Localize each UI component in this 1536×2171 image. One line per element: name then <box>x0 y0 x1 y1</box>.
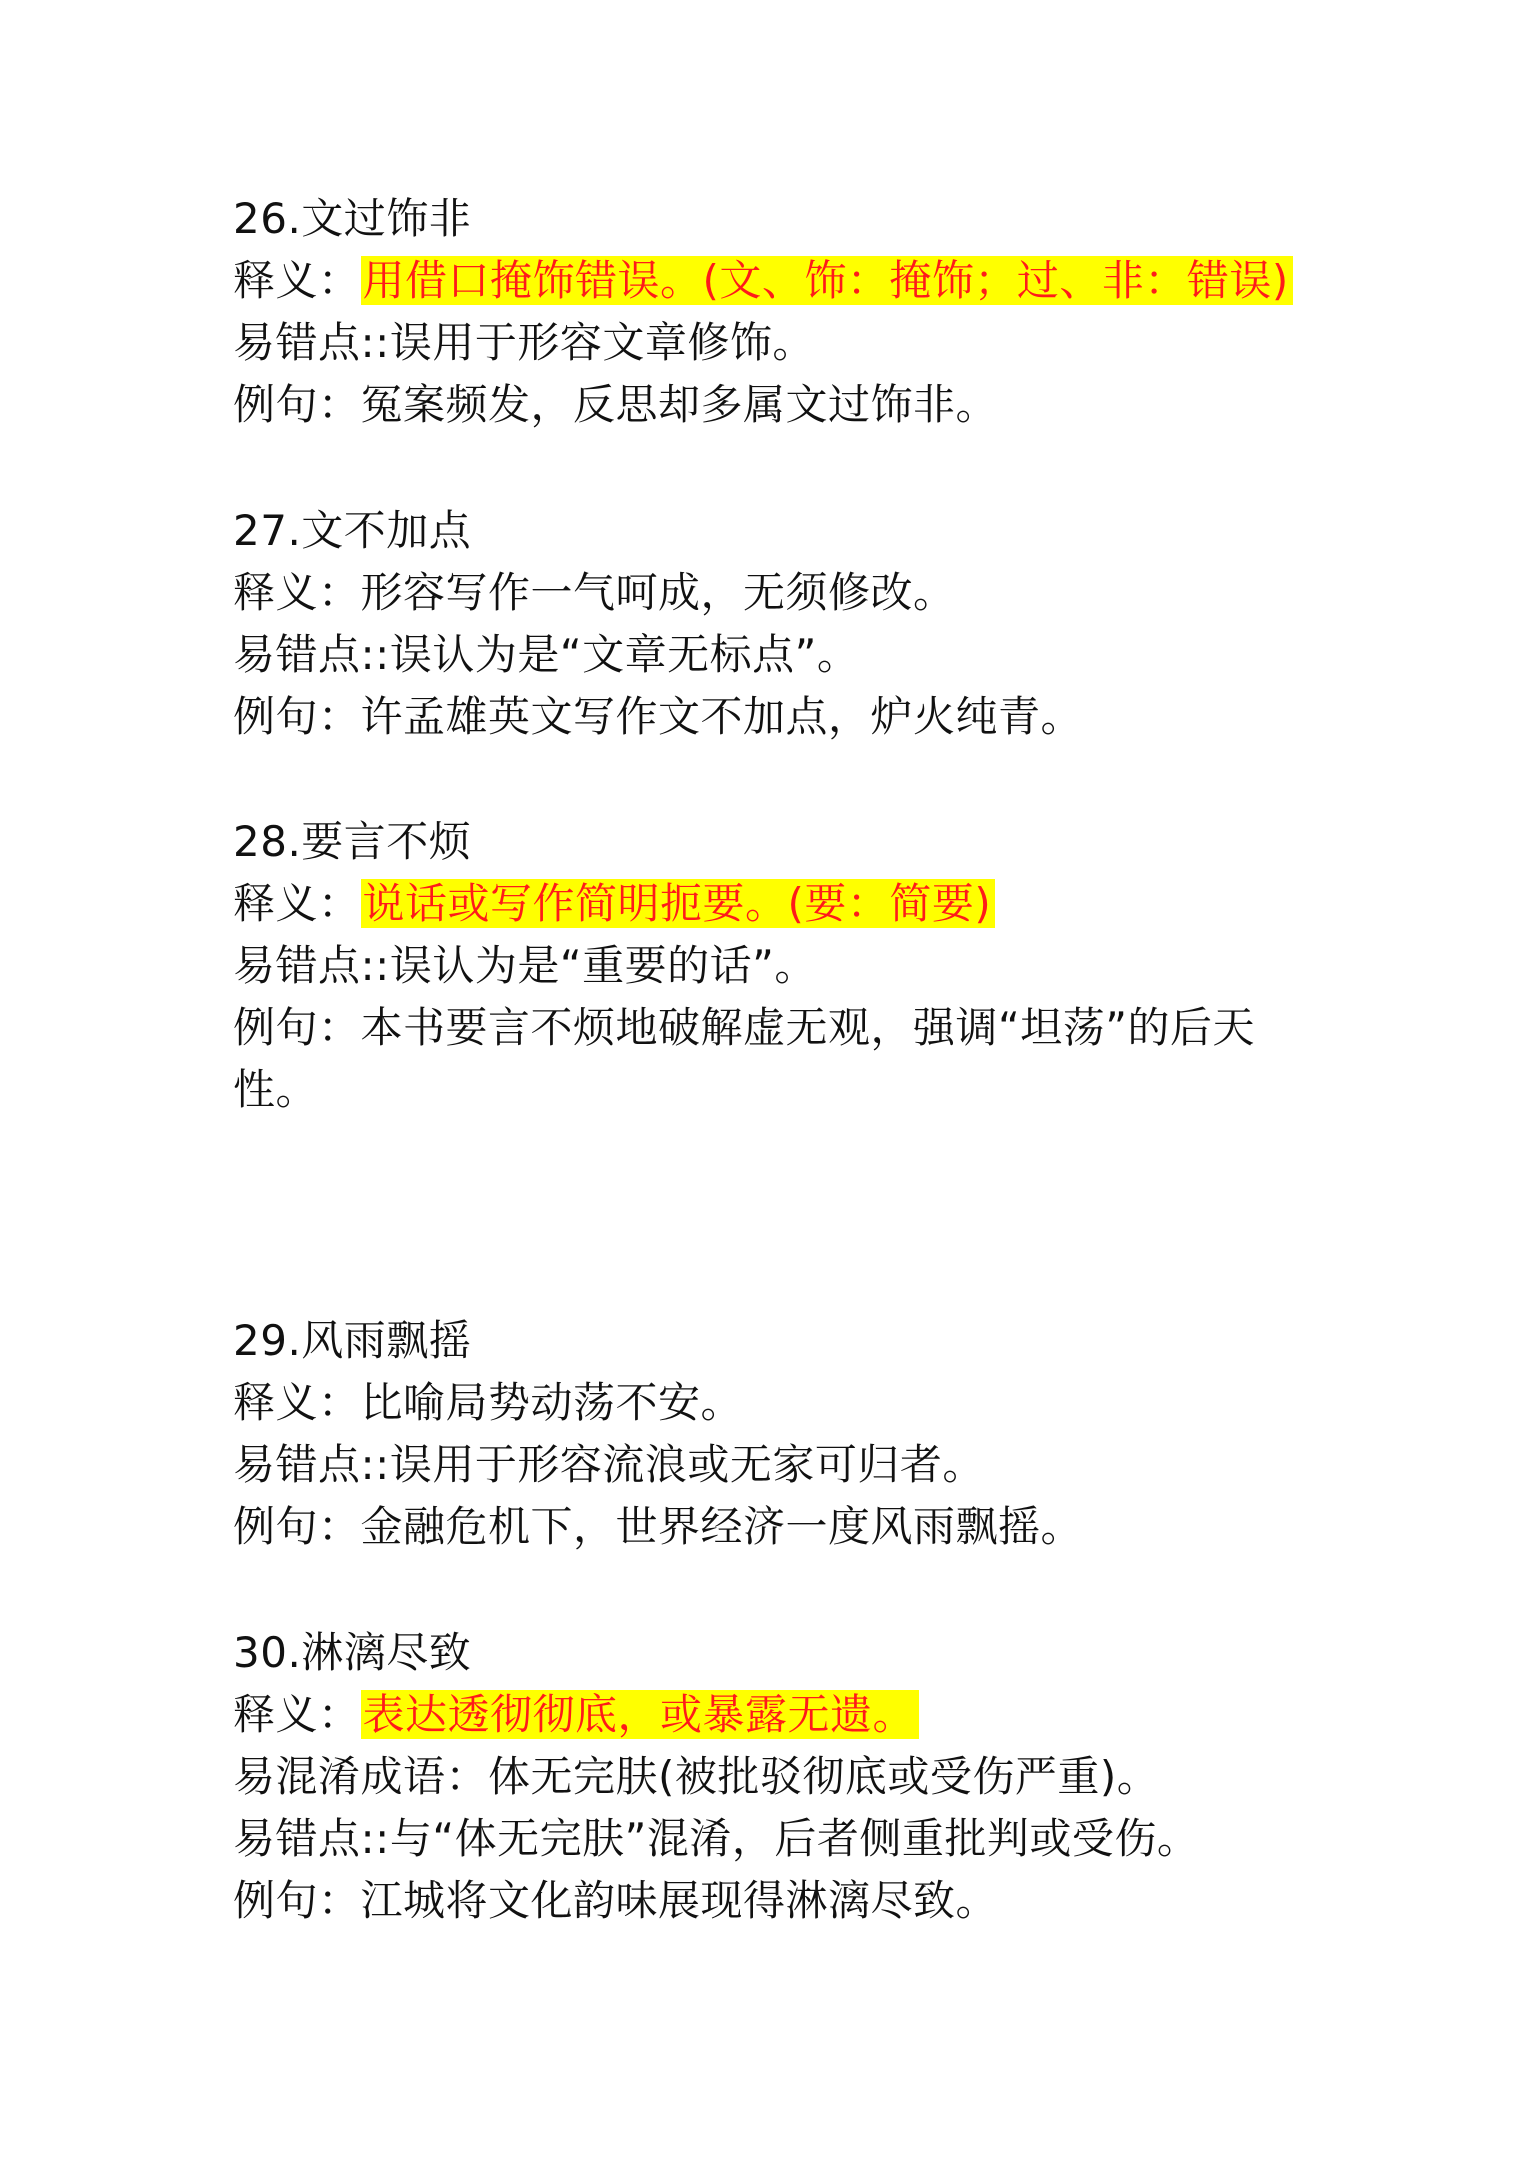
meaning-text-highlighted: 表达透彻彻底，或暴露无遗。 <box>361 1690 920 1739</box>
error-line <box>233 1434 1393 1496</box>
meaning-line <box>233 1684 1393 1746</box>
idiom-entry-28 <box>233 811 1393 1121</box>
meaning-label: 释义： <box>233 256 361 305</box>
idiom-entry-26 <box>233 188 1393 436</box>
meaning-text-highlighted: 说话或写作简明扼要。(要：简要) <box>361 879 996 928</box>
idiom-entry-30 <box>233 1622 1393 1932</box>
meaning-line <box>233 1372 1393 1434</box>
error-line <box>233 312 1393 374</box>
example-text: 许孟雄英文写作文不加点，炉火纯青。 <box>360 692 1084 741</box>
example-label: 例句： <box>233 1502 361 1551</box>
example-line <box>233 686 1393 748</box>
meaning-line <box>233 562 1393 624</box>
meaning-label: 释义： <box>233 879 361 928</box>
meaning-text-highlighted: 用借口掩饰错误。(文、饰：掩饰；过、非：错误) <box>361 256 1293 305</box>
example-label: 例句： <box>233 1003 361 1052</box>
idiom-title: 29.风雨飘摇 <box>233 1316 472 1365</box>
error-line <box>233 624 1393 686</box>
confuse-line <box>233 1746 1393 1808</box>
example-text: 金融危机下，世界经济一度风雨飘摇。 <box>360 1502 1084 1551</box>
example-label: 例句： <box>233 692 361 741</box>
idiom-title: 30.淋漓尽致 <box>233 1628 472 1677</box>
example-text: 冤案频发，反思却多属文过饰非。 <box>360 380 999 429</box>
error-text: 与“体无完肤”混淆，后者侧重批判或受伤。 <box>389 1814 1200 1863</box>
example-line <box>233 1870 1393 1932</box>
example-text: 本书要言不烦地破解虚无观，强调“坦荡”的后天性。 <box>233 1003 1256 1114</box>
error-label: 易错点:: <box>233 941 390 990</box>
confuse-text: 体无完肤(被批驳彻底或受伤严重)。 <box>488 1752 1160 1801</box>
idiom-title: 27.文不加点 <box>233 506 472 555</box>
meaning-text: 形容写作一气呵成，无须修改。 <box>360 568 956 617</box>
idiom-entry-27 <box>233 500 1393 748</box>
error-label: 易错点:: <box>233 1814 390 1863</box>
idiom-entry-29 <box>233 1310 1393 1558</box>
confuse-label: 易混淆成语： <box>233 1752 489 1801</box>
error-label: 易错点:: <box>233 630 390 679</box>
error-label: 易错点:: <box>233 318 390 367</box>
error-line <box>233 1808 1393 1870</box>
meaning-line <box>233 873 1393 935</box>
meaning-label: 释义： <box>233 1378 361 1427</box>
example-label: 例句： <box>233 1876 361 1925</box>
error-text: 误认为是“文章无标点”。 <box>389 630 860 679</box>
error-text: 误用于形容文章修饰。 <box>389 318 815 367</box>
error-text: 误用于形容流浪或无家可归者。 <box>389 1440 985 1489</box>
meaning-label: 释义： <box>233 568 361 617</box>
error-text: 误认为是“重要的话”。 <box>389 941 817 990</box>
meaning-line <box>233 250 1393 312</box>
error-label: 易错点:: <box>233 1440 390 1489</box>
example-line <box>233 1496 1393 1558</box>
idiom-title: 28.要言不烦 <box>233 817 472 866</box>
example-line <box>233 997 1313 1121</box>
example-text: 江城将文化韵味展现得淋漓尽致。 <box>360 1876 999 1925</box>
example-line <box>233 374 1393 436</box>
meaning-label: 释义： <box>233 1690 361 1739</box>
example-label: 例句： <box>233 380 361 429</box>
meaning-text: 比喻局势动荡不安。 <box>360 1378 744 1427</box>
error-line <box>233 935 1393 997</box>
idiom-title: 26.文过饰非 <box>233 194 472 243</box>
